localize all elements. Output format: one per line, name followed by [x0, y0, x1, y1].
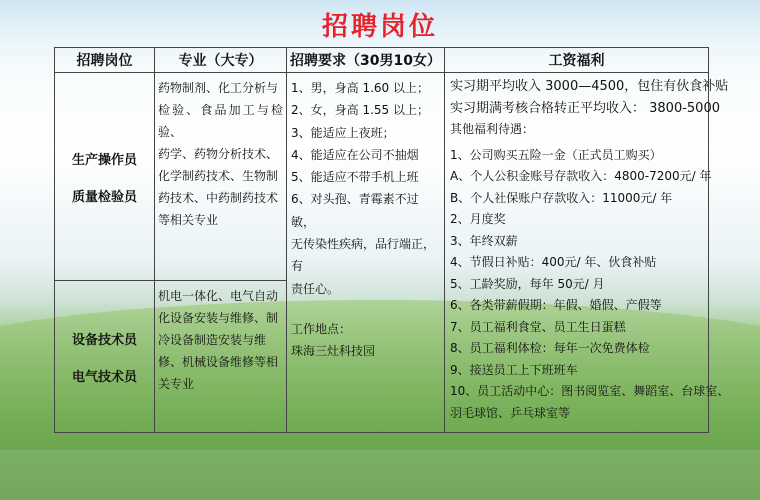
requirement-line: 2、女，身高 1.55 以上；: [291, 103, 429, 118]
welfare-item: 8、员工福利体检：每年一次免费体检: [450, 341, 650, 355]
major-line: 修、机械设备维修等相: [158, 355, 279, 370]
requirement-line: 3、能适应上夜班；: [291, 125, 395, 140]
major-line: 冷设备制造安装与维: [158, 333, 267, 348]
major-line: 化学制药技术、生物制: [158, 169, 279, 183]
welfare-item: B、个人社保账户存款收入：11000元/ 年: [450, 190, 673, 205]
major-line: 检验、食品加工与检验、: [158, 103, 283, 139]
recruitment-table: [54, 47, 730, 433]
salary-line: 实习期平均收入 3000—4500，包住有伙食补贴: [450, 79, 729, 94]
other-welfare-label: 其他福利待遇：: [450, 122, 535, 136]
welfare-item: 羽毛球馆、乒乓球室等: [450, 405, 571, 420]
location-label: 工作地点：: [291, 321, 352, 336]
salary-line: 实习期满考核合格转正平均收入： 3800-5000: [450, 100, 720, 116]
major-line: 药物制剂、化工分析与: [158, 81, 279, 95]
header-position: 招聘岗位: [55, 48, 155, 73]
header-row: [55, 48, 709, 73]
welfare-item: 9、接送员工上下班班车: [450, 362, 578, 377]
welfare-cell: [445, 73, 730, 433]
position-name: 质量检验员: [71, 189, 137, 205]
positions-cell: [55, 281, 155, 433]
welfare-item: 4、节假日补贴：400元/ 年、伙食补贴: [450, 255, 657, 269]
requirement-line: 6、对头孢、青霉素不过敏，: [291, 192, 419, 229]
welfare-item: 5、工龄奖励，每年 50元/ 月: [450, 276, 605, 291]
major-line: 机电一体化、电气自动: [158, 289, 279, 304]
welfare-item: 3、年终双薪: [450, 233, 518, 248]
requirement-line: 责任心。: [291, 281, 340, 296]
welfare-item: A、个人公积金账号存款收入：4800-7200元/ 年: [450, 169, 712, 183]
requirement-line: 5、能适应不带手机上班: [291, 170, 419, 185]
position-name: 生产操作员: [71, 152, 137, 168]
requirement-line: 4、能适应在公司不抽烟: [291, 147, 419, 162]
welfare-item: 1、公司购买五险一金（正式员工购买）: [450, 147, 662, 162]
major-line: 等相关专业: [158, 213, 219, 227]
requirement-line: 无传染性疾病，品行端正，有: [291, 237, 436, 274]
majors-cell: [155, 73, 287, 281]
welfare-item: 2、月度奖: [450, 212, 506, 226]
location-value: 珠海三灶科技园: [291, 344, 376, 359]
page-title: 招聘岗位: [321, 12, 438, 42]
major-line: 化设备安装与维修、制: [158, 311, 279, 326]
major-line: 药技术、中药制药技术: [158, 191, 279, 205]
header-welfare: 工资福利: [445, 48, 709, 73]
header-major: 专业（大专）: [155, 48, 287, 73]
welfare-item: 7、员工福利食堂、员工生日蛋糕: [450, 319, 626, 334]
position-name: 电气技术员: [71, 369, 137, 385]
welfare-item: 6、各类带薪假期：年假、婚假、产假等: [450, 298, 662, 312]
major-line: 关专业: [158, 377, 195, 392]
requirements-cell: [287, 73, 445, 433]
header-requirements: 招聘要求（30男10女）: [287, 48, 445, 73]
majors-cell: [155, 281, 287, 433]
positions-cell: [55, 73, 155, 281]
requirement-line: 1、男，身高 1.60 以上；: [291, 81, 429, 95]
table-row: [55, 73, 709, 281]
position-name: 设备技术员: [71, 332, 137, 348]
welfare-item: 10、员工活动中心：图书阅览室、舞蹈室、台球室、: [450, 384, 730, 398]
major-line: 药学、药物分析技术、: [158, 147, 279, 161]
